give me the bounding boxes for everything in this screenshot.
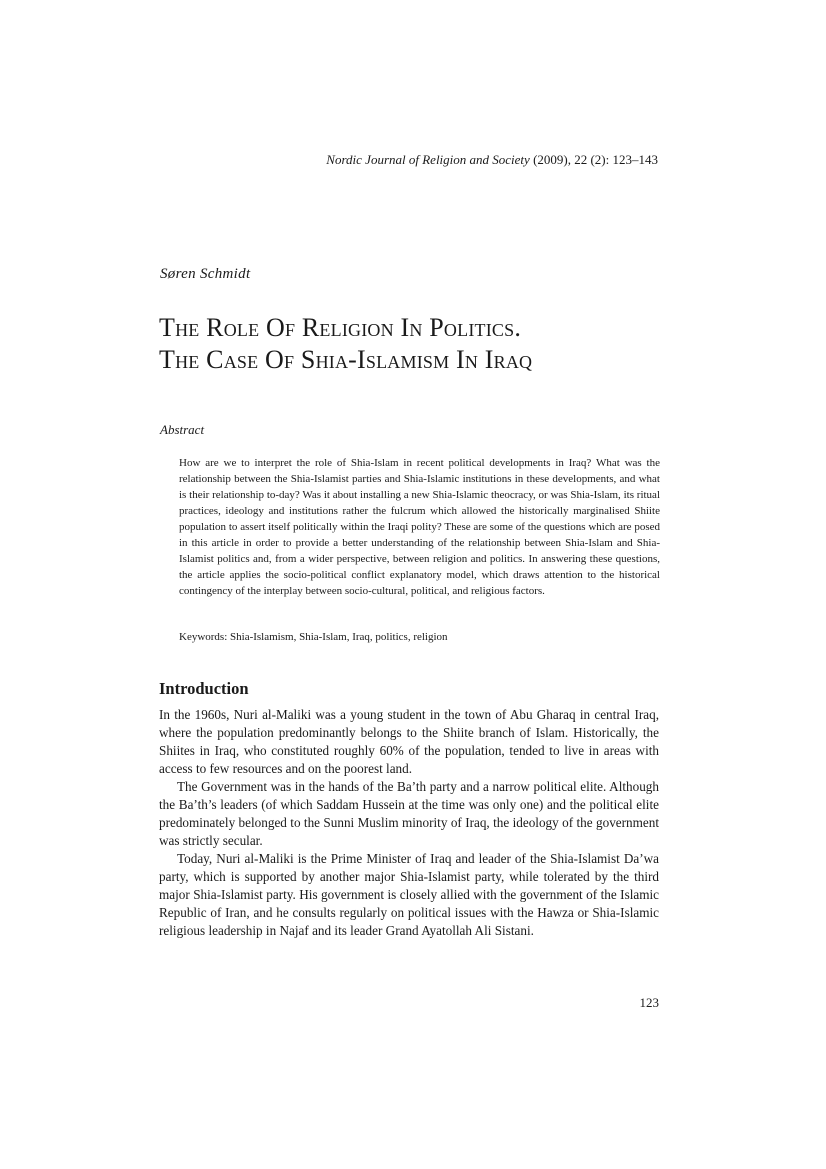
paragraph: Today, Nuri al-Maliki is the Prime Minister of Iraq and leader of the Shia-Islamist Da’wa party, which is supported by another major Shia-Islamist party, while tolerated by the third major Shia-Islamist party. His government is closely allied with the government of the Islamic Republic of Iran, and he consults regularly on political issues with the Hawza or Shia-Islamic religious leadership in Najaf and its leader Grand Ayatollah Ali Sistani.	[159, 851, 659, 938]
title-line-1: The Role Of Religion In Politics.	[159, 313, 522, 342]
paragraph: The Government was in the hands of the Ba’th party and a narrow political elite. Although the Ba’th’s leaders (of which Saddam Hussein at the time was only one) and the political elite predominately belonged to the Sunni Muslim minority of Iraq, the ideology of the government was strictly secular.	[159, 779, 659, 848]
page-number: 123	[639, 995, 659, 1010]
keywords: Keywords: Shia-Islamism, Shia-Islam, Iraq, politics, religion	[179, 631, 448, 643]
abstract-text: How are we to interpret the role of Shia-Islam in recent political developments in Iraq? What was the relationship between the Shia-Islamist parties and Shia-Islamic institutions in these developments, and what is their relationship to-day? Was it about installing a new Shia-Islamic theocracy, or was Shia-Islam, its ritual practices, ideology and institutions rather the fulcrum which allowed the historically marginalised Shiite population to assert itself politically within the Iraqi polity? These are some of the questions which are posed in this article in order to provide a better understanding of the relationship between Shia-Islam and Shia-Islamist politics and, from a wider perspective, between religion and politics. In answering these questions, the article applies the socio-political conflict explanatory model, which draws attention to the historical contingency of the interplay between socio-cultural, political, and religious factors.	[179, 457, 660, 597]
article-title	[159, 312, 679, 376]
journal-name: Nordic Journal of Religion and Society	[326, 152, 530, 167]
introduction-body	[159, 706, 659, 940]
journal-citation: (2009), 22 (2): 123–143	[529, 152, 658, 167]
title-line-2: The Case Of Shia-Islamism In Iraq	[159, 345, 533, 374]
abstract-heading: Abstract	[160, 422, 205, 437]
author-name: Søren Schmidt	[160, 266, 251, 282]
paragraph: In the 1960s, Nuri al-Maliki was a young student in the town of Abu Gharaq in central Iraq, where the population predominantly belongs to the Shiite branch of Islam. Historically, the Shiites in Iraq, who constituted roughly 60% of the population, tended to live in areas with access to few resources and on the poorest land.	[159, 707, 659, 776]
section-heading-introduction: Introduction	[159, 679, 249, 698]
running-header	[326, 151, 658, 169]
